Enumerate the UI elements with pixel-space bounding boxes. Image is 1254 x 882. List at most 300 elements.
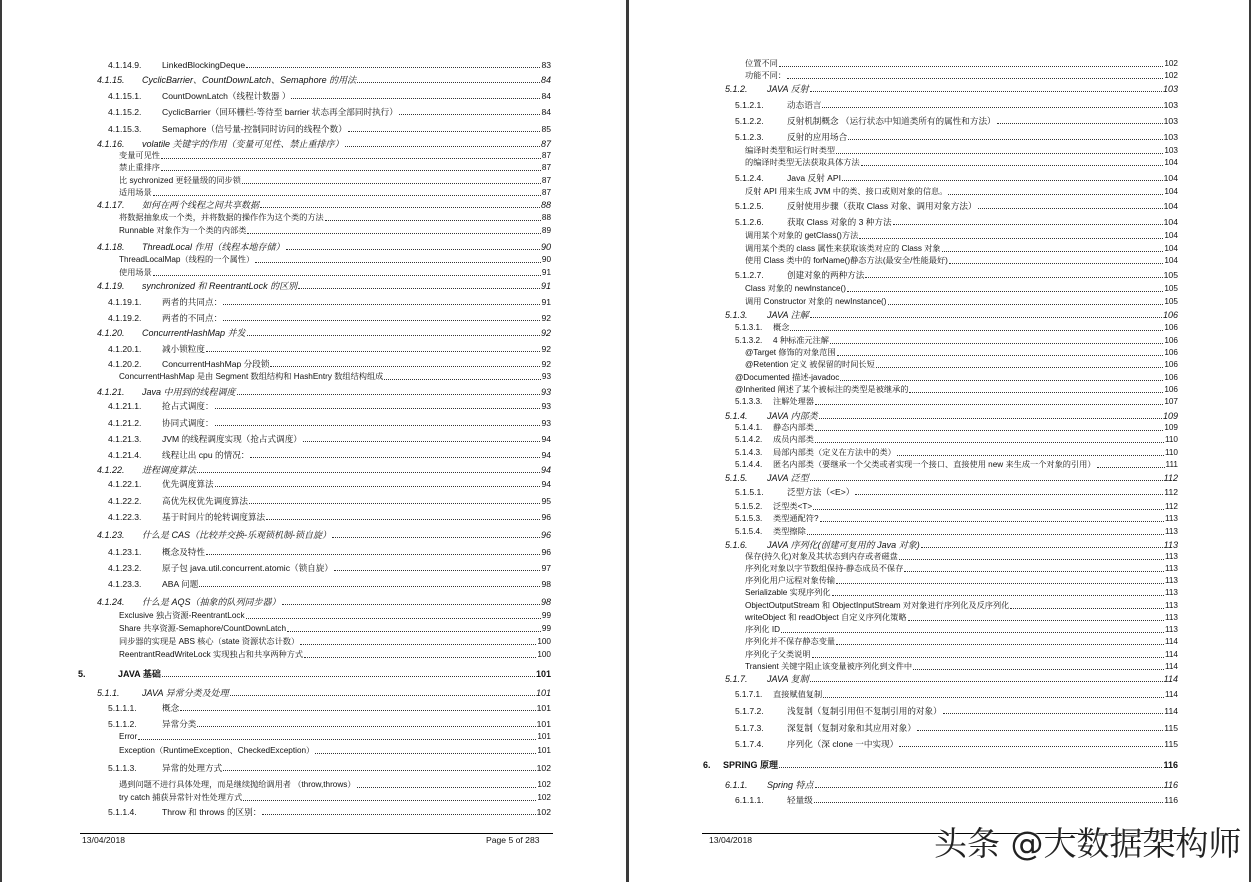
toc-entry[interactable] [108,478,551,489]
dot-leader [247,232,541,234]
toc-entry-title: 两者的共同点： [162,297,223,307]
dot-leader [942,250,1164,252]
toc-entry-title: 调用某个对象的 getClass()方法 [745,231,859,240]
toc-entry[interactable] [119,212,551,223]
toc-entry-page: 113 [1164,601,1178,610]
toc-entry[interactable] [97,138,551,149]
toc-entry[interactable] [735,200,1178,211]
toc-entry[interactable] [735,269,1178,280]
dot-leader [899,558,1164,560]
toc-entry-number: 5.1.2.5. [735,201,764,211]
dot-leader [223,303,540,305]
toc-entry-page: 114 [1164,706,1178,716]
dot-leader [243,799,536,801]
toc-entry-title: Share 共享资源-Semaphore/CountDownLatch [119,624,287,633]
toc-entry[interactable] [108,400,551,411]
toc-entry[interactable] [108,562,551,573]
toc-entry-title: Serializable 实现序列化 [745,588,831,597]
toc-entry-title: JAVA 序列化(创建可复用的 Java 对象) [767,540,920,550]
toc-entry[interactable] [735,131,1178,142]
toc-entry-title: 基于时间片的轮转调度算法 [162,512,266,522]
dot-leader [917,729,1163,731]
toc-entry-page: 111 [1165,460,1178,469]
toc-entry[interactable] [108,90,551,101]
dot-leader [206,350,540,352]
toc-entry[interactable] [735,434,1178,445]
dot-leader [197,725,535,727]
toc-entry[interactable] [745,563,1178,574]
dot-leader [399,113,541,115]
toc-entry-page: 94 [541,434,551,444]
toc-entry[interactable] [97,74,551,85]
dot-leader [813,508,1164,510]
toc-entry-number: 5.1.4.2. [735,435,763,444]
toc-entry-title: 序列化用户远程对象传输 [745,576,836,585]
toc-entry-number: 4.1.14.9. [108,60,142,70]
toc-entry-number: 5.1.4.3. [735,448,763,457]
toc-entry-title: 深复制（复制对象和其应用对象） [787,723,916,733]
toc-entry-page: 94 [540,465,551,475]
toc-entry[interactable] [735,501,1178,512]
toc-entry-number: 5.1.3. [725,310,748,320]
dot-leader [823,696,1164,698]
toc-entry-page: 88 [540,200,551,210]
toc-entry-page: 98 [541,579,551,589]
toc-entry[interactable] [725,673,1178,684]
dot-leader [830,342,1163,344]
dot-leader [810,90,1162,92]
toc-entry[interactable] [119,175,551,186]
toc-entry-number: 4.1.24. [97,597,125,607]
toc-entry-page: 102 [537,793,551,802]
toc-entry-page: 88 [541,213,551,222]
toc-entry[interactable] [703,759,1178,770]
dot-leader [921,546,1163,548]
toc-entry[interactable] [97,199,551,210]
toc-entry[interactable] [97,386,551,397]
toc-entry-number: 5.1.5.3. [735,514,763,523]
toc-entry[interactable] [108,806,551,817]
toc-entry-page: 101 [537,746,551,755]
toc-entry[interactable] [97,464,551,475]
toc-entry-page: 92 [541,359,551,369]
toc-entry[interactable] [745,157,1178,168]
dot-leader [270,365,540,367]
toc-entry[interactable] [97,280,551,291]
toc-entry-number: 4.1.21.2. [108,418,142,428]
toc-entry[interactable] [119,267,551,278]
toc-entry-title: 使用场景 [119,268,152,277]
toc-entry-page: 101 [536,703,551,713]
toc-entry[interactable] [745,612,1178,623]
toc-entry-title: Transient 关键字阻止该变量被序列化到文件中 [745,662,913,671]
toc-entry-title: @Documented 描述-javadoc [735,373,840,382]
toc-entry-page: 105 [1164,284,1178,293]
toc-entry[interactable] [735,689,1178,700]
toc-entry-page: 104 [1163,201,1178,211]
toc-entry[interactable] [745,283,1178,294]
dot-leader [348,130,541,132]
toc-entry[interactable] [735,322,1178,333]
dot-leader [820,520,1164,522]
dot-leader [909,391,1163,393]
toc-entry[interactable] [745,186,1178,197]
toc-entry-title: 将数据抽象成一个类，并将数据的操作作为这个类的方法 [119,213,324,222]
toc-entry-title: 异常的处理方式 [162,763,223,773]
toc-entry-number: 6.1.1.1. [735,795,764,805]
toc-entry[interactable] [745,575,1178,586]
dot-leader [787,77,1163,79]
left-footer-date: 13/04/2018 [82,835,126,845]
dot-leader [790,329,1163,331]
toc-entry-title: Java 反射 API [787,173,841,183]
toc-entry[interactable] [108,106,551,117]
toc-entry[interactable] [735,513,1178,524]
dot-leader [865,276,1162,278]
toc-entry-number: 4.1.19.2. [108,313,142,323]
toc-entry[interactable] [119,254,551,265]
toc-entry[interactable] [745,243,1178,254]
toc-entry-title: 序列化子父类说明 [745,650,811,659]
toc-entry-page: 106 [1164,348,1178,357]
toc-entry-title: ConcurrentHashMap 分段锁 [162,359,270,369]
toc-entry-title: 什么是 CAS（比较并交换-乐观锁机制-锁自旋） [142,530,332,540]
toc-entry[interactable] [108,702,551,713]
toc-entry[interactable] [745,587,1178,598]
dot-leader [247,334,540,336]
right-edge [1249,0,1251,882]
toc-entry-number: 4.1.22.2. [108,496,142,506]
toc-entry-page: 105 [1163,270,1178,280]
toc-entry[interactable] [745,661,1178,672]
dot-leader [138,738,536,740]
toc-entry-page: 91 [541,297,551,307]
toc-entry-page: 113 [1164,625,1178,634]
dot-leader [807,533,1164,535]
toc-entry[interactable] [735,335,1178,346]
toc-entry[interactable] [725,410,1178,421]
toc-entry-title: 适用场景 [119,188,152,197]
toc-entry-number: 5.1.4.1. [735,423,763,432]
toc-entry-page: 104 [1164,231,1178,240]
toc-entry-title: 使用 Class 类中的 forName()静态方法(最安全/性能最好) [745,256,948,265]
toc-entry-number: 5. [78,669,86,679]
toc-entry-title: 泛型类<T> [773,502,813,511]
toc-entry[interactable] [735,396,1178,407]
toc-entry[interactable] [108,296,551,307]
toc-entry[interactable] [745,145,1178,156]
toc-entry[interactable] [735,99,1178,110]
toc-entry-number: 5.1.5.1. [735,487,764,497]
toc-entry-title: 如何在两个线程之间共享数据 [142,200,260,210]
toc-entry-title: ThreadLocalMap（线程的一个属性） [119,255,255,264]
toc-entry[interactable] [725,83,1178,94]
toc-entry[interactable] [745,636,1178,647]
toc-entry-title: 什么是 AQS（抽象的队列同步器） [142,597,281,607]
toc-entry-title: 高优先权优先调度算法 [162,496,248,506]
toc-entry-number: 5.1.3.1. [735,323,763,332]
toc-entry[interactable] [108,495,551,506]
toc-entry-page: 112 [1163,473,1178,483]
toc-entry[interactable] [97,596,551,607]
toc-entry[interactable] [745,359,1178,370]
toc-entry[interactable] [735,216,1178,227]
toc-entry-number: 5.1.7. [725,674,748,684]
dot-leader [897,454,1164,456]
dot-leader [332,536,540,538]
toc-entry-page: 87 [540,139,551,149]
toc-entry-page: 104 [1164,158,1178,167]
right-footer-date: 13/04/2018 [709,835,753,845]
toc-entry[interactable] [119,623,551,634]
toc-entry-page: 116 [1163,760,1178,770]
toc-entry-title: 两者的不同点： [162,313,223,323]
toc-entry-page: 106 [1164,360,1178,369]
toc-entry[interactable] [725,309,1178,320]
toc-entry[interactable] [735,794,1178,805]
toc-entry[interactable] [745,70,1178,81]
toc-entry-number: 4.1.16. [97,139,125,149]
toc-entry[interactable] [735,422,1178,433]
toc-entry-page: 109 [1162,411,1178,421]
toc-entry-page: 106 [1164,373,1178,382]
toc-entry-number: 4.1.22.1. [108,479,142,489]
toc-entry-number: 5.1.1.3. [108,763,137,773]
toc-entry-number: 4.1.21. [97,387,125,397]
toc-entry-page: 113 [1163,540,1178,550]
dot-leader [779,65,1164,67]
toc-entry-number: 5.1.7.4. [735,739,764,749]
toc-entry-page: 101 [537,732,551,741]
toc-entry-page: 106 [1164,323,1178,332]
toc-entry[interactable] [725,472,1178,483]
toc-entry-number: 4.1.23. [97,530,125,540]
toc-entry[interactable] [745,347,1178,358]
dot-leader [250,456,540,458]
dot-leader [899,745,1163,747]
toc-entry[interactable] [745,296,1178,307]
toc-entry-title: 类型擦除 [773,527,806,536]
toc-entry-number: 5.1.2.7. [735,270,764,280]
toc-entry-page: 102 [1164,71,1178,80]
toc-entry-page: 89 [541,226,551,235]
toc-entry-title: 成员内部类 [773,435,814,444]
toc-entry[interactable] [108,358,551,369]
toc-entry-number: 4.1.21.4. [108,450,142,460]
toc-entry[interactable] [119,636,551,647]
toc-entry-number: 5.1.2.4. [735,173,764,183]
toc-entry[interactable] [735,372,1178,383]
toc-entry-number: 5.1.1. [97,688,120,698]
toc-entry-page: 116 [1163,780,1178,790]
toc-entry[interactable] [735,447,1178,458]
toc-entry[interactable] [108,123,551,134]
toc-entry[interactable] [97,327,551,338]
toc-entry-page: 103 [1164,146,1178,155]
toc-entry[interactable] [108,417,551,428]
toc-entry-title: CountDownLatch（线程计数器 ） [162,91,291,101]
toc-entry-number: 4.1.23.3. [108,579,142,589]
toc-entry[interactable] [119,649,551,660]
toc-entry[interactable] [108,511,551,522]
toc-entry[interactable] [119,162,551,173]
toc-entry[interactable] [119,610,551,621]
toc-entry[interactable] [735,486,1178,497]
dot-leader [814,801,1164,803]
toc-entry-number: 5.1.4.4. [735,460,763,469]
dot-leader [848,138,1162,140]
toc-entry-title: JAVA 注解 [767,310,809,320]
toc-entry-number: 5.1.1.2. [108,719,137,729]
toc-entry-title: try catch 捕获异常针对性处理方式 [119,793,243,802]
toc-entry[interactable] [108,343,551,354]
dot-leader [315,752,536,754]
dot-leader [1097,466,1165,468]
dot-leader [215,407,541,409]
toc-entry[interactable] [108,449,551,460]
dot-leader [842,179,1163,181]
dot-leader [815,786,1163,788]
toc-entry-title: 创建对象的两种方法 [787,270,865,280]
toc-entry[interactable] [745,255,1178,266]
toc-entry-title: 优先调度算法 [162,479,214,489]
toc-entry-page: 90 [541,255,551,264]
toc-entry[interactable] [119,792,551,803]
toc-entry-title: 反射 API 用来生成 JVM 中的类、接口或则对象的信息。 [745,187,948,196]
toc-entry-title: 协同式调度： [162,418,214,428]
toc-entry[interactable] [745,58,1178,69]
toc-entry[interactable] [745,600,1178,611]
left-footer-rule [80,833,553,834]
toc-entry-number: 5.1.3.2. [735,336,763,345]
toc-entry[interactable] [119,371,551,382]
toc-entry[interactable] [725,539,1178,550]
toc-entry-title: ConcurrentHashMap 并发 [142,328,246,338]
toc-entry-page: 101 [535,688,551,698]
toc-entry-title: 概念 [162,703,180,713]
toc-entry[interactable] [745,624,1178,635]
toc-entry-number: 4.1.23.1. [108,547,142,557]
toc-entry-title: 局部内部类（定义在方法中的类） [773,448,896,457]
dot-leader [287,630,541,632]
dot-leader [334,569,540,571]
toc-entry-number: 5.1.5.4. [735,527,763,536]
dot-leader [949,262,1163,264]
toc-entry[interactable] [735,172,1178,183]
toc-entry[interactable] [735,459,1178,470]
toc-entry[interactable] [119,225,551,236]
toc-entry[interactable] [108,59,551,70]
toc-entry-page: 97 [541,563,551,573]
dot-leader [298,287,540,289]
toc-entry[interactable] [745,649,1178,660]
toc-entry-title: JVM 的线程调度实现（抢占式调度） [162,434,302,444]
toc-entry-number: 4.1.17. [97,200,125,210]
dot-leader [357,786,537,788]
toc-entry-page: 96 [540,530,551,540]
dot-leader [855,493,1163,495]
toc-entry[interactable] [735,722,1178,733]
toc-entry[interactable] [97,529,551,540]
right-toc [629,0,1249,882]
toc-entry[interactable] [745,230,1178,241]
toc-entry-title: @Inherited 阐述了某个被标注的类型是被继承的 [735,385,909,394]
toc-entry-title: 调用 Constructor 对象的 newInstance() [745,297,887,306]
toc-entry-page: 87 [541,176,551,185]
toc-entry[interactable] [108,578,551,589]
toc-entry[interactable] [735,705,1178,716]
toc-entry[interactable] [108,312,551,323]
toc-entry[interactable] [119,779,551,790]
toc-entry-title: 反射使用步骤（获取 Class 对象、调用对象方法） [787,201,977,211]
toc-entry-page: 91 [540,281,551,291]
toc-entry-page: 96 [541,512,551,522]
toc-entry[interactable] [108,546,551,557]
dot-leader [837,354,1164,356]
toc-entry-title: JAVA 内部类 [767,411,818,421]
toc-entry-number: 4.1.20.2. [108,359,142,369]
toc-entry-page: 112 [1164,487,1178,497]
dot-leader [262,813,535,815]
dot-leader [810,479,1163,481]
toc-entry-title: 原子包 java.util.concurrent.atomic（锁自旋） [162,563,333,573]
toc-entry-page: 83 [541,60,551,70]
toc-entry[interactable] [735,526,1178,537]
toc-entry-page: 104 [1164,256,1178,265]
toc-entry-page: 100 [537,637,551,646]
toc-entry-number: 4.1.20.1. [108,344,142,354]
toc-entry[interactable] [119,187,551,198]
toc-entry[interactable] [735,384,1178,395]
toc-entry-title: 反射的应用场合 [787,132,848,142]
toc-entry-page: 112 [1164,502,1178,511]
left-toc [2,0,626,882]
toc-entry[interactable] [735,115,1178,126]
toc-entry[interactable] [119,731,551,742]
toc-entry[interactable] [97,241,551,252]
toc-entry[interactable] [108,433,551,444]
toc-entry-title: 浅复制（复制引用但不复制引用的对象） [787,706,942,716]
dot-leader [237,393,540,395]
dot-leader [291,97,540,99]
dot-leader [832,594,1164,596]
dot-leader [162,675,535,677]
dot-leader [199,585,540,587]
toc-entry-title: 线程让出 cpu 的情况： [162,450,250,460]
toc-entry[interactable] [97,687,551,698]
dot-leader [779,766,1162,768]
dot-leader [978,207,1163,209]
toc-entry[interactable] [119,745,551,756]
toc-entry-title: LinkedBlockingDeque [162,60,246,70]
toc-entry[interactable] [725,779,1178,790]
toc-entry[interactable] [735,738,1178,749]
toc-entry[interactable] [119,150,551,161]
dot-leader [810,316,1162,318]
toc-entry-page: 110 [1164,435,1178,444]
toc-entry[interactable] [745,551,1178,562]
toc-entry-page: 98 [540,597,551,607]
toc-entry-title: 保存(持久化)对象及其状态到内存或者磁盘 [745,552,898,561]
toc-entry-page: 114 [1164,650,1178,659]
toc-entry-title: Class 对象的 newInstance() [745,284,847,293]
toc-entry-page: 114 [1163,674,1178,684]
toc-entry[interactable] [108,718,551,729]
toc-entry-title: 变量可见性 [119,151,160,160]
toc-entry[interactable] [108,762,551,773]
toc-entry-number: 4.1.19.1. [108,297,142,307]
toc-entry[interactable] [78,668,551,679]
